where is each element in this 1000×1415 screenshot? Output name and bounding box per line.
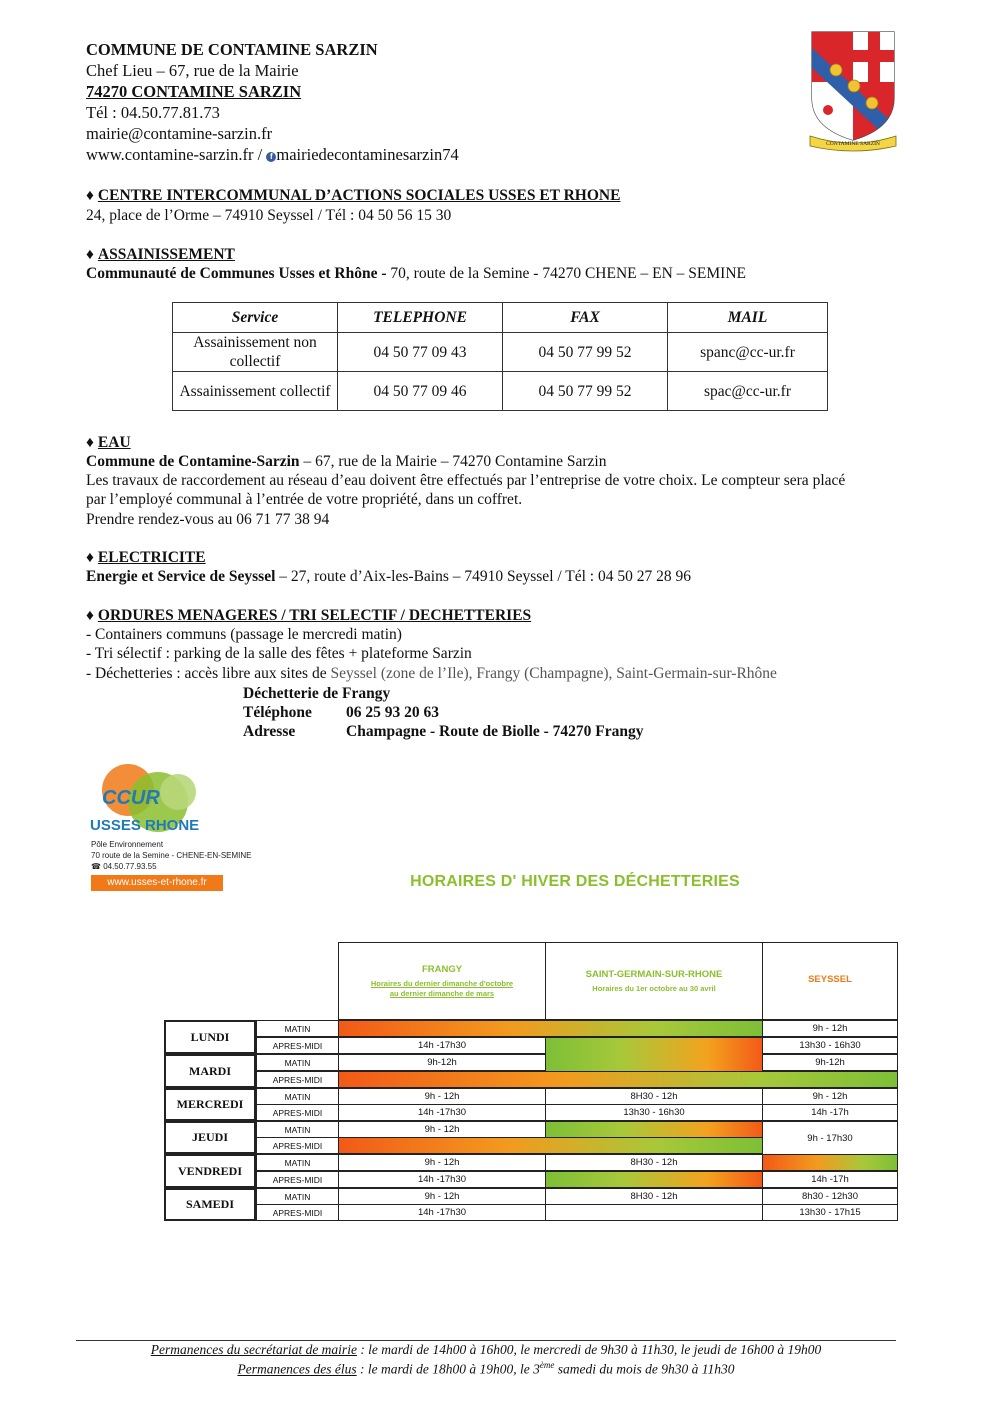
col-header-service: Service <box>173 303 338 333</box>
ordures-line-3 <box>86 664 777 684</box>
frangy-period-2: au dernier dimanche de mars <box>389 988 495 998</box>
ccur-website-link[interactable]: www.usses-et-rhone.fr <box>91 875 223 891</box>
closed-cell <box>762 1154 898 1171</box>
ccur-logo <box>88 762 213 842</box>
facebook-icon: f <box>266 152 276 162</box>
commune-phone: Tél : 04.50.77.81.73 <box>86 103 220 122</box>
ccas-title: CENTRE INTERCOMMUNAL D’ACTIONS SOCIALES USSES ET RHONE <box>97 187 621 204</box>
closed-cell <box>338 1020 763 1037</box>
cell-telephone: 04 50 77 09 43 <box>338 333 503 372</box>
ordures-heading <box>86 606 531 626</box>
dechetterie-addr-value: Champagne - Route de Biolle - 74270 Frangy <box>346 723 644 740</box>
schedule-cell: 8h30 - 12h30 <box>762 1188 898 1205</box>
dechetterie-frangy-title: Déchetterie de Frangy <box>243 685 391 702</box>
schedule-cell: 13h30 - 17h15 <box>762 1204 898 1221</box>
electricite-org: Energie et Service de Seyssel <box>86 568 276 585</box>
col-header-frangy <box>338 942 546 1020</box>
day-mercredi: MERCREDI <box>164 1088 256 1121</box>
schedule-cell: 9h - 12h <box>338 1121 546 1138</box>
period-matin: MATIN <box>256 1054 339 1071</box>
day-vendredi: VENDREDI <box>164 1154 256 1188</box>
footer-perm1-text: : le mardi de 14h00 à 16h00, le mercredi de 9h30 à 11h30, le jeudi de 16h00 à 19h00 <box>356 1342 822 1357</box>
footer-perm2-text-a: : le mardi de 18h00 à 19h00, le 3 <box>356 1361 540 1377</box>
cell-telephone: 04 50 77 09 46 <box>338 372 503 411</box>
schedule-cell: 13h30 - 16h30 <box>545 1104 763 1121</box>
table-row <box>173 333 828 372</box>
schedule-cell: 9h - 12h <box>762 1088 898 1105</box>
ordures-title: ORDURES MENAGERES / TRI SELECTIF / DECHETTERIES <box>97 607 532 624</box>
closed-cell <box>338 1071 898 1088</box>
cell-fax: 04 50 77 99 52 <box>503 333 668 372</box>
ccur-address: 70 route de la Semine - CHENE-EN-SEMINE <box>91 851 252 860</box>
commune-website[interactable]: www.contamine-sarzin.fr / <box>86 145 263 164</box>
col-header-seyssel <box>762 942 898 1020</box>
frangy-period-1: Horaires du dernier dimanche d'octobre <box>370 978 514 988</box>
period-apres-midi: APRES-MIDI <box>256 1104 339 1121</box>
coat-of-arms-logo <box>808 28 898 152</box>
col-header-telephone: TELEPHONE <box>338 303 503 333</box>
period-matin: MATIN <box>256 1020 339 1037</box>
seyssel-name: SEYSSEL <box>808 973 852 985</box>
ccur-phone: ☎ 04.50.77.93.55 <box>91 862 157 871</box>
diamond-bullet-icon: ♦ <box>86 434 94 451</box>
arms-banner-text: CONTAMINE SARZIN <box>826 141 880 147</box>
schedule-cell: 14h -17h30 <box>338 1204 546 1221</box>
eau-title: EAU <box>97 434 131 451</box>
schedule-cell: 14h -17h <box>762 1104 898 1121</box>
schedule-cell: 14h -17h30 <box>338 1171 546 1188</box>
cell-mail[interactable]: spac@cc-ur.fr <box>668 372 828 411</box>
commune-email[interactable]: mairie@contamine-sarzin.fr <box>86 124 273 143</box>
eau-org-line <box>86 452 606 472</box>
day-mardi: MARDI <box>164 1054 256 1088</box>
diamond-bullet-icon: ♦ <box>86 187 94 204</box>
schedule-cell: 8H30 - 12h <box>545 1088 763 1105</box>
ccur-pole: Pôle Environnement <box>91 840 164 849</box>
winter-schedule-title: HORAIRES D' HIVER DES DÉCHETTERIES <box>410 873 740 890</box>
ccur-logo-top: CCUR <box>102 787 160 809</box>
schedule-cell: 9h - 12h <box>338 1088 546 1105</box>
schedule-cell: 14h -17h30 <box>338 1104 546 1121</box>
ccur-logo-bottom: USSES RHONE <box>90 817 200 834</box>
closed-cell <box>338 1137 763 1154</box>
sgr-period: Horaires du 1er octobre au 30 avril <box>592 983 716 993</box>
period-apres-midi: APRES-MIDI <box>256 1037 339 1054</box>
table-header-row <box>173 303 828 333</box>
frangy-name: FRANGY <box>421 963 463 975</box>
footer-perm2-text-b: samedi du mois de 9h30 à 11h30 <box>554 1361 735 1377</box>
diamond-bullet-icon: ♦ <box>86 246 94 263</box>
schedule-cell: 9h - 17h30 <box>762 1121 898 1155</box>
col-header-fax: FAX <box>503 303 668 333</box>
dechetterie-tel-label: Téléphone <box>243 704 312 721</box>
commune-name: COMMUNE DE CONTAMINE SARZIN <box>86 40 378 59</box>
footer-perm1-label: Permanences du secrétariat de mairie <box>150 1342 357 1357</box>
period-apres-midi: APRES-MIDI <box>256 1137 339 1154</box>
cell-fax: 04 50 77 99 52 <box>503 372 668 411</box>
eau-text-1: Les travaux de raccordement au réseau d’eau doivent être effectués par l’entreprise de votre choix. Le compteur sera placé <box>86 472 846 489</box>
dechetterie-addr-label: Adresse <box>243 723 296 740</box>
commune-web-line <box>86 145 459 165</box>
electricite-title: ELECTRICITE <box>97 549 206 566</box>
assainissement-address: 70, route de la Semine - 74270 CHENE – EN – SEMINE <box>386 265 746 282</box>
period-apres-midi: APRES-MIDI <box>256 1171 339 1188</box>
day-lundi: LUNDI <box>164 1020 256 1054</box>
footer-perm2-sup: ème <box>539 1360 555 1370</box>
schedule-cell: 9h - 12h <box>762 1020 898 1037</box>
cell-service: Assainissement non collectif <box>173 333 338 372</box>
facebook-handle[interactable]: mairiedecontaminesarzin74 <box>276 145 459 164</box>
electricite-org-line <box>86 567 691 587</box>
footer-perm2-label: Permanences des élus <box>237 1361 357 1377</box>
cell-mail[interactable]: spanc@cc-ur.fr <box>668 333 828 372</box>
schedule-cell: 14h -17h30 <box>338 1037 546 1054</box>
empty-cell <box>545 1204 763 1221</box>
day-samedi: SAMEDI <box>164 1188 256 1221</box>
col-header-saint-germain <box>545 942 763 1020</box>
footer-permanences-mairie <box>76 1342 896 1358</box>
ccas-address: 24, place de l’Orme – 74910 Seyssel / Tél : 04 50 56 15 30 <box>86 207 452 224</box>
eau-heading <box>86 433 131 453</box>
eau-text-2: par l’employé communal à l’entrée de votre propriété, dans un coffret. <box>86 491 523 508</box>
dechetteries-schedule <box>164 942 898 1222</box>
schedule-cell: 14h -17h <box>762 1171 898 1188</box>
assainissement-org-line <box>86 264 746 284</box>
schedule-cell: 8H30 - 12h <box>545 1188 763 1205</box>
diamond-bullet-icon: ♦ <box>86 607 94 624</box>
diamond-bullet-icon: ♦ <box>86 549 94 566</box>
day-jeudi: JEUDI <box>164 1121 256 1154</box>
commune-city: 74270 CONTAMINE SARZIN <box>86 82 302 101</box>
footer-permanences-elus <box>76 1360 896 1378</box>
eau-address: – 67, rue de la Mairie – 74270 Contamine Sarzin <box>299 453 607 470</box>
period-matin: MATIN <box>256 1154 339 1171</box>
cell-service: Assainissement collectif <box>173 372 338 411</box>
assainissement-title: ASSAINISSEMENT <box>97 246 235 263</box>
closed-cell <box>545 1121 763 1138</box>
sgr-name: SAINT-GERMAIN-SUR-RHONE <box>585 968 723 980</box>
col-header-mail: MAIL <box>668 303 828 333</box>
schedule-cell: 8H30 - 12h <box>545 1154 763 1171</box>
schedule-cell: 9h-12h <box>762 1054 898 1071</box>
ordures-line-2: - Tri sélectif : parking de la salle des fêtes + plateforme Sarzin <box>86 645 472 662</box>
schedule-cell: 9h - 12h <box>338 1154 546 1171</box>
closed-cell <box>545 1171 763 1188</box>
period-apres-midi: APRES-MIDI <box>256 1204 339 1221</box>
assainissement-heading <box>86 245 235 265</box>
electricite-address: – 27, route d’Aix-les-Bains – 74910 Seyssel / Tél : 04 50 27 28 96 <box>275 568 691 585</box>
electricite-heading <box>86 548 206 568</box>
period-matin: MATIN <box>256 1188 339 1205</box>
schedule-cell: 13h30 - 16h30 <box>762 1037 898 1054</box>
footer-divider <box>76 1340 896 1341</box>
assainissement-table <box>172 302 828 411</box>
ordures-line-1: - Containers communs (passage le mercredi matin) <box>86 626 402 643</box>
assainissement-org: Communauté de Communes Usses et Rhône - <box>86 265 387 282</box>
eau-text-3: Prendre rendez-vous au 06 71 77 38 94 <box>86 511 330 528</box>
commune-address: Chef Lieu – 67, rue de la Mairie <box>86 61 299 80</box>
ordures-line-3-lead: - Déchetteries : accès libre aux sites de <box>86 665 331 682</box>
ccas-heading <box>86 186 620 206</box>
dechetterie-tel-value: 06 25 93 20 63 <box>346 704 439 721</box>
schedule-cell: 9h-12h <box>338 1054 546 1071</box>
eau-org: Commune de Contamine-Sarzin <box>86 453 300 470</box>
period-matin: MATIN <box>256 1121 339 1138</box>
ordures-sites: Seyssel (zone de l’Ile), Frangy (Champagne), Saint-Germain-sur-Rhône <box>330 665 777 682</box>
period-apres-midi: APRES-MIDI <box>256 1071 339 1088</box>
period-matin: MATIN <box>256 1088 339 1105</box>
table-row <box>173 372 828 411</box>
schedule-cell: 9h - 12h <box>338 1188 546 1205</box>
